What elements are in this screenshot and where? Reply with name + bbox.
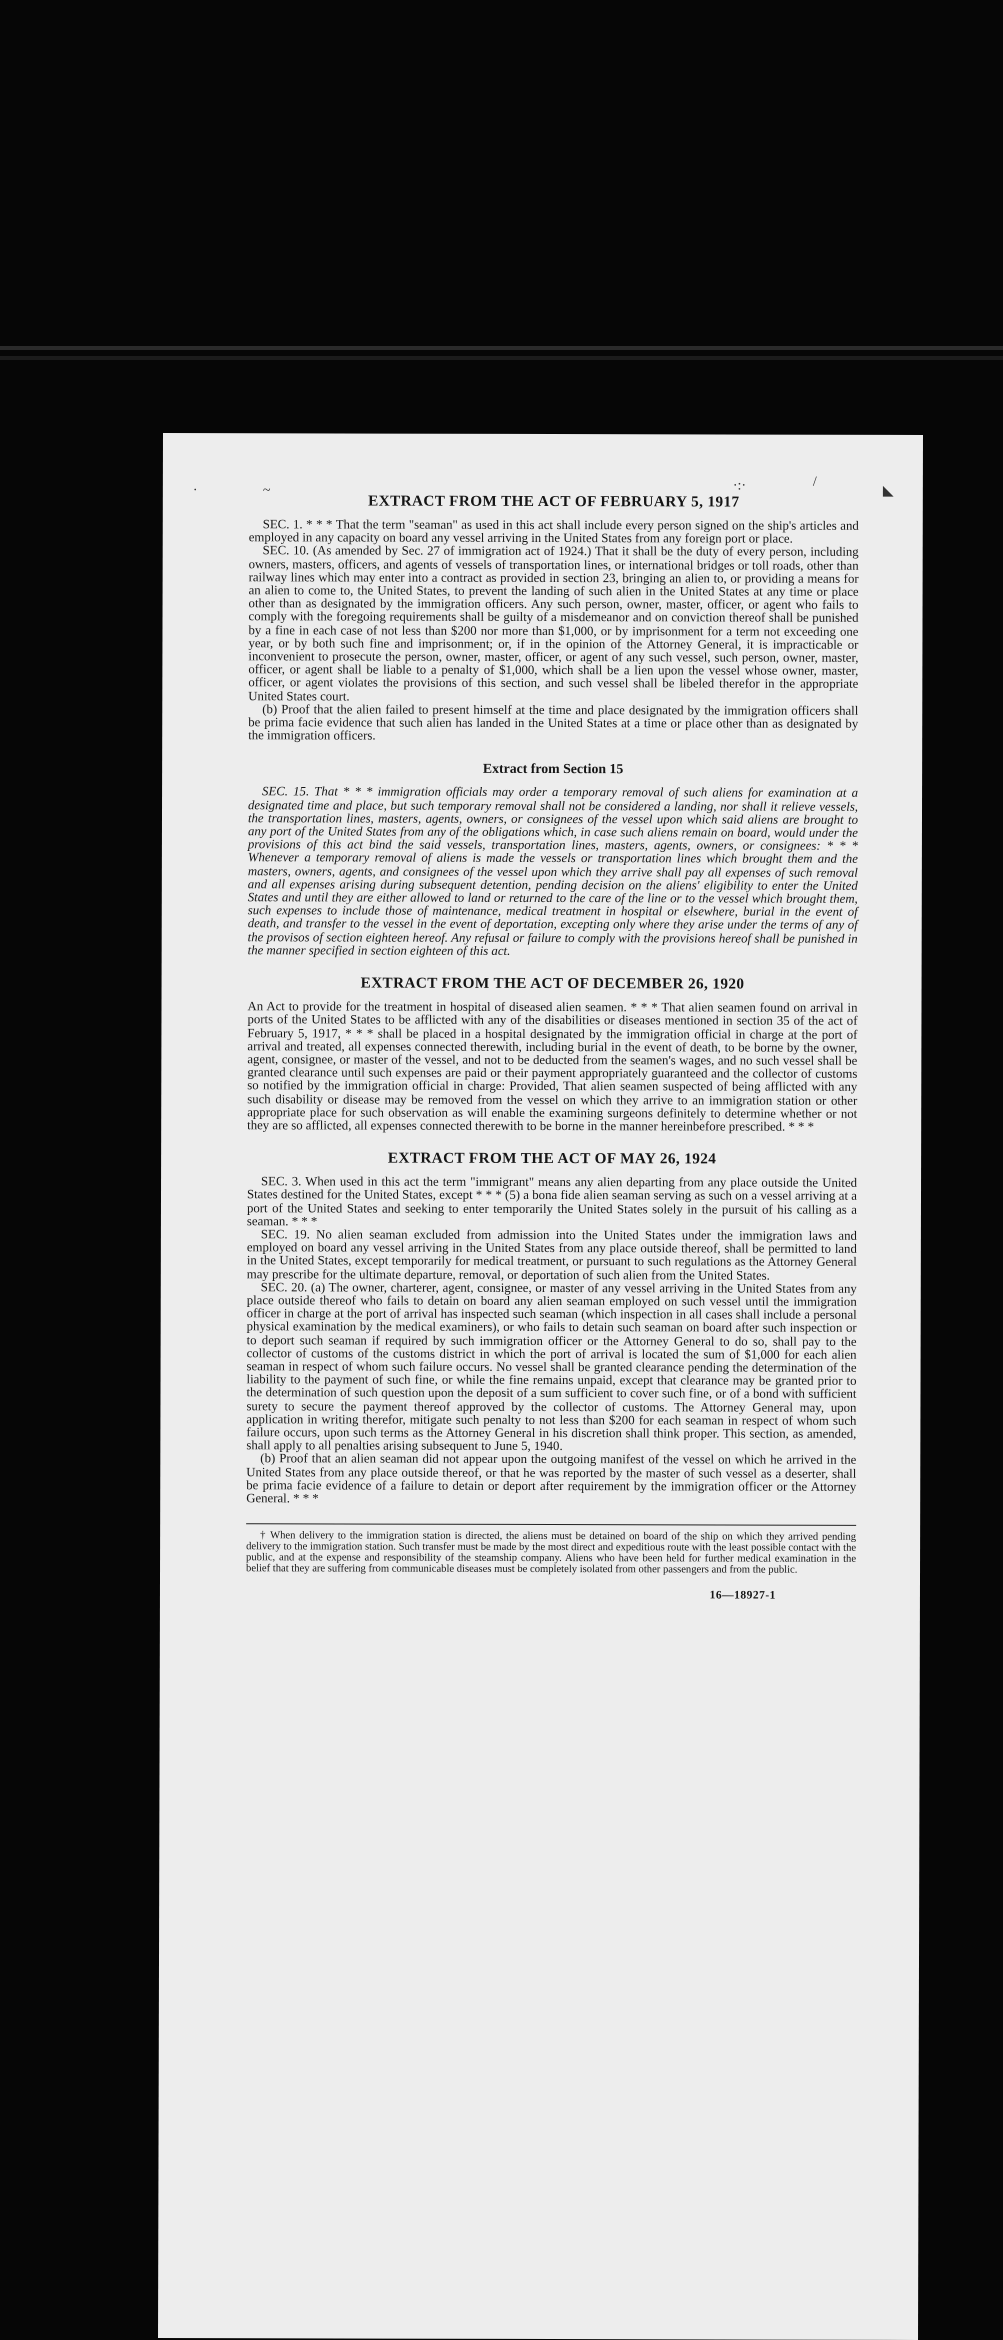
section-act-1917 xyxy=(248,493,859,744)
paragraph-act-1920: An Act to provide for the treatment in hospital of diseased alien seamen. * * * That alien seamen found on arrival in ports of the United States to be afflicted with any of the disabilities or diseases mentioned in section 35 of the act of February 5, 1917, * * * shall be placed in a hospital designated by the immigration official in charge at the port of arrival and treated, all expenses connected therewith, including burial in the event of death, to be borne by the owner, agent, consignee, or master of the vessel, and not to be deducted from the seamen's wages, and no such vessel shall be granted clearance until such expenses are paid or their payment appropriately guaranteed and the collector of customs so notified by the immigration official in charge: Provided, That alien seamen suspected of being afflicted with any such disability or disease may be removed from the vessel on which they arrive to an immigration station or other appropriate place for such observation as will enable the examining surgeons definitely to determine whether or not they are so afflicted, all expenses connected therewith to be borne in the manner hereinbefore prescribed. * * * xyxy=(247,999,858,1134)
paragraph-sec-3: SEC. 3. When used in this act the term "immigrant" means any alien departing from any place outside the United States destined for the United States, except * * * (5) a bona fide alien seaman serving as such on a vessel arriving at a port of the United States and seeking to enter temporarily the United States solely in the pursuit of his calling as a seaman. * * * xyxy=(246,1174,858,1229)
scan-speck: ◣ xyxy=(882,483,894,499)
footnote-divider xyxy=(246,1523,856,1526)
heading-act-1920: EXTRACT FROM THE ACT OF DECEMBER 26, 1920 xyxy=(360,974,745,993)
scan-edge-top xyxy=(0,346,1003,350)
paragraph-sec-10: SEC. 10. (As amended by Sec. 27 of immigration act of 1924.) That it shall be the duty of every person, including owners, masters, officers, and agents of vessels of transportation lines, or international bridges or toll roads, other than railway lines which may enter into a contract as provided in section 23, bringing an alien to, or providing a means for an alien to come to, the United States, to prevent the landing of such alien in the United States at any time or place other than as designated by the immigration officers. Any such person, owner, master, officer, or agent who fails to comply with the foregoing requirements shall be guilty of a misdemeanor and on conviction thereof shall be punished by a fine in each case of not less than $200 nor more than $1,000, or by imprisonment for a term not exceeding one year, or by both such fine and imprisonment; or, if in the opinion of the Attorney General, it is impracticable or inconvenient to prosecute the person, owner, master, officer, or agent of any such vessel, such person, owner, master, officer, or agent shall be liable to a penalty of $1,000, which shall be a lien upon the vessel whose owner, master, officer, or agent violates the provisions of this section, and such vessel shall be libeled therefor in the appropriate United States court. xyxy=(248,543,859,704)
footnote: † When delivery to the immigration station is directed, the aliens must be detained on board of the ship on which they arrived pending delivery to the immigration station. Such transfer must be made by the most direct and expeditious route with the least possible contact with the public, and at the expense and responsibility of the steamship company. Aliens who have been held for further medical examination in the belief that they are suffering from communicable diseases must be completely isolated from other passengers and from the public. xyxy=(246,1530,857,1576)
paragraph-sec-10b: (b) Proof that the alien failed to present himself at the time and place designated by the immigration officers shall be prima facie evidence that such alien has landed in the United States at a time or place other than as designated by the immigration officers. xyxy=(248,702,859,743)
scan-speck: ·:· xyxy=(732,478,747,494)
scan-edge-top-2 xyxy=(0,356,1003,360)
paragraph-sec-19: SEC. 19. No alien seaman excluded from admission into the United States under the immigration laws and employed on board any vessel arriving in the United States from any place outside thereof, shall be permitted to land in the United States, except temporarily for medical treatment, or pursuant to such regulations as the Attorney General may prescribe for the ultimate departure, removal, or deportation of such alien from the United States. xyxy=(246,1227,857,1283)
scan-speck: ~ xyxy=(262,483,271,499)
scan-speck: / xyxy=(812,474,817,490)
paragraph-sec-20a: SEC. 20. (a) The owner, charterer, agent, consignee, or master of any vessel arriving in the United States from any place outside thereof who fails to detain on board any alien seaman employed on such vessel until the immigration officer in charge at the port of arrival has inspected such seaman (which inspection in all cases shall include a personal physical examination by the medical examiners), or who fails to detain such seaman on board after such inspection or to deport such seaman if required by such immigration officer or the Attorney General to do so, shall pay to the collector of customs of the customs district in which the port of arrival is located the sum of $1,000 for each alien seaman in respect of whom such failure occurs. No vessel shall be granted clearance pending the determination of the liability to the payment of such fine, or while the fine remains unpaid, except that clearance may be granted prior to the determination of such question upon the deposit of a sum sufficient to cover such fine, or of a bond with sufficient surety to secure the payment thereof approved by the collector of customs. The Attorney General may, upon application in writing therefor, mitigate such penalty to not less than $200 for each seaman in respect of whom such failure occurs, upon such terms as the Attorney General in his discretion shall think proper. This section, as amended, shall apply to all penalties arising subsequent to June 5, 1940. xyxy=(246,1280,857,1454)
form-number: 16—18927-1 xyxy=(709,1589,776,1602)
section-act-1924 xyxy=(246,1150,857,1507)
heading-act-1924: EXTRACT FROM THE ACT OF MAY 26, 1924 xyxy=(387,1149,717,1168)
paragraph-sec-15: SEC. 15. That * * * immigration officials may order a temporary removal of such aliens for examination at a designated time and place, but such temporary removal shall not be considered a landing, nor shall it relieve vessels, the transportation lines, masters, agents, owners, or consignees of the vessel upon which said aliens are brought to any port of the United States from any of the obligations which, in case such aliens remain on board, would under the provisions of this act bind the said vessels, transportation lines, masters, agents, owners, or consignees: * * * Whenever a temporary removal of aliens is made the vessels or transportation lines which brought them and the masters, owners, agents, and consignees of the vessel upon which they arrive shall pay all expenses of such removal and all expenses arising during subsequent detention, pending decision on the aliens' eligibility to enter the United States and until they are either allowed to land or returned to the care of the line or to the vessel which brought them, such expenses to include those of maintenance, medical treatment in hospital or elsewhere, burial in the event of death, and transfer to the vessel in the event of deportation, excepting only where they arise under the terms of any of the provisos of section eighteen hereof. Any refusal or failure to comply with the provisions hereof shall be punished in the manner specified in section eighteen of this act. xyxy=(247,784,859,958)
section-act-1920 xyxy=(247,975,857,1134)
paragraph-sec-20b: (b) Proof that an alien seaman did not appear upon the outgoing manifest of the vessel on which he arrived in the United States from any place outside thereof, or that he was reported by the master of such vessel as a deserter, shall be prima facie evidence of a failure to detain or deport after requirement by the immigration officer or the Attorney General. * * * xyxy=(246,1451,857,1506)
section-extract-15 xyxy=(248,761,859,959)
paragraph-sec-1: SEC. 1. * * * That the term "seaman" as used in this act shall include every person signed on the ship's articles and employed in any capacity on board any vessel arriving in the United States from any foreign port or place. xyxy=(248,517,859,546)
heading-section-15: Extract from Section 15 xyxy=(482,761,624,777)
scan-speck: · xyxy=(192,483,198,499)
document-page xyxy=(158,433,923,2340)
heading-act-1917: EXTRACT FROM THE ACT OF FEBRUARY 5, 1917 xyxy=(368,492,740,511)
